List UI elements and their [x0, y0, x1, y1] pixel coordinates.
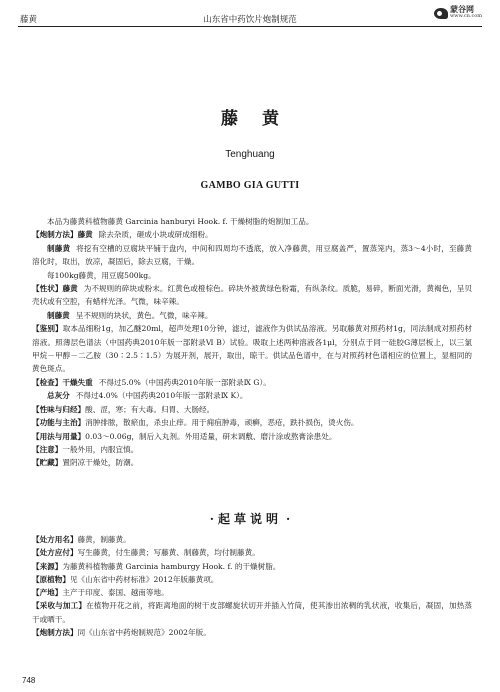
- bullet-dot-left: ·: [209, 512, 214, 526]
- note-tag: 【采收与加工】: [32, 601, 87, 611]
- entry-title-pinyin: Tenghuang: [225, 149, 275, 160]
- function-paragraph: [32, 416, 472, 429]
- char-item1-name: 藤黄: [62, 284, 78, 294]
- note-tag: 【原植物】: [32, 574, 70, 584]
- note-item: [32, 626, 472, 639]
- note-text: 见《山东省中药材标准》2012年版藤黄项。: [69, 574, 219, 584]
- method-item2-text: 将挖有空槽的豆腐块平铺于盘内，中间和四周均不透底，放入净藤黄，用豆腐盖严，置蒸笼内，蒸3～4小时，至藤黄溶化时，取出，放凉，凝固后，除去豆腐，干燥。: [32, 243, 472, 267]
- drafting-notes: [32, 533, 472, 639]
- usage-text: 0.03～0.06g，制后入丸剂。外用适量，研末调敷、磨汁涂或熬膏涂患处。: [85, 431, 337, 441]
- storage-text: 置阴凉干燥处，防潮。: [62, 458, 139, 468]
- entry-title-chinese: 藤黄: [221, 109, 303, 129]
- page-number: 748: [22, 676, 36, 685]
- storage-paragraph: [32, 456, 472, 469]
- caution-paragraph: [32, 443, 472, 456]
- note-item: [32, 599, 472, 626]
- note-text: 同《山东省中药炮制规范》2002年版。: [77, 628, 211, 638]
- function-text: 消肿排脓，散瘀血，杀虫止痒。用于痈疽肿毒，顽癣，恶疮，跌扑损伤，烫火伤。: [85, 418, 359, 428]
- bullet-dot-right: ·: [286, 512, 291, 526]
- ident-paragraph: [32, 322, 472, 376]
- check-tag: 【检查】: [32, 377, 63, 387]
- note-item: [32, 560, 472, 573]
- char-tag: 【性状】: [32, 284, 63, 294]
- running-header: [18, 6, 482, 27]
- function-tag: 【功能与主治】: [32, 418, 86, 428]
- method-item2-paragraph: [32, 242, 472, 269]
- note-text: 为藤黄科植物藤黄 Garcinia hamburgy Hook. f. 的干燥树脂。: [62, 561, 281, 571]
- method-item2-name: 制藤黄: [47, 243, 71, 253]
- nature-text: 酸、涩，寒；有大毒。归胃、大肠经。: [85, 404, 215, 414]
- ident-text: 取本品细粉1g，加乙醚20ml，超声处理10分钟，滤过，滤液作为供试品溶液。另取藤黄对照药材1g，同法制成对照药材溶液。照薄层色谱法（中国药典2010年版一部附录Ⅵ B）试验。吸取上述两种溶液各1μl，分别点于同一硅胶G薄层板上，以三氯甲烷－甲醇－二乙胺（30∶2.5∶1.5）为展开剂，展开，取出，晾干。供试品色谱中，在与对照药材色谱相应的位置上，显相同的黄色斑点。: [32, 324, 472, 374]
- note-item: [32, 533, 472, 546]
- note-item: [32, 573, 472, 586]
- note-item: [32, 586, 472, 599]
- char-item2-name: 制藤黄: [47, 310, 70, 320]
- ash-paragraph: [32, 389, 472, 402]
- ident-tag: 【鉴别】: [32, 324, 63, 334]
- char-item2-paragraph: [32, 309, 472, 322]
- char-paragraph: [32, 282, 472, 309]
- method-item1-text: 除去杂质，砸成小块或研成细粉。: [98, 230, 213, 240]
- check-name: 干燥失重: [62, 377, 93, 387]
- section-title-notes: [0, 510, 500, 527]
- check-paragraph: [32, 376, 472, 389]
- note-item: [32, 546, 472, 559]
- usage-tag: 【用法与用量】: [32, 431, 86, 441]
- intro-paragraph: 本品为藤黄科植物藤黄 Garcinia hanburyi Hook. f. 干燥树脂的炮制加工品。: [47, 217, 314, 226]
- ash-text: 不得过4.0%（中国药典2010年版一部附录Ⅸ K）。: [75, 391, 248, 401]
- logo-url: www.cn.com: [450, 13, 482, 19]
- caution-tag: 【注意】: [32, 444, 63, 454]
- section-title-text: 起草说明: [217, 512, 282, 526]
- caution-text: 一般外用，内服宜慎。: [62, 444, 139, 454]
- method-ratio: 每100kg藤黄，用豆腐500kg。: [47, 270, 156, 280]
- nature-tag: 【性味与归经】: [32, 404, 86, 414]
- logo-icon: [434, 8, 448, 19]
- note-tag: 【处方用名】: [32, 535, 78, 544]
- note-text: 在植物开花之前，将距离地面的树干皮部螺旋状切开并插入竹筒，使其渗出浓稠的乳状液，收集后，凝固，加热蒸干或晒干。: [32, 601, 473, 624]
- note-tag: 【处方应付】: [32, 548, 78, 558]
- note-text: 写生藤黄，付生藤黄；写藤黄、制藤黄，均付制藤黄。: [77, 548, 260, 558]
- nature-paragraph: [32, 403, 472, 416]
- method-item1-name: 藤黄: [77, 230, 93, 240]
- note-text: 藤黄，制藤黄。: [77, 535, 131, 544]
- note-text: 主产于印度、泰国、越南等地。: [62, 588, 169, 598]
- check-text: 不得过5.0%（中国药典2010年版一部附录Ⅸ G）。: [98, 377, 271, 387]
- method-paragraph: [32, 228, 472, 241]
- note-tag: 【炮制方法】: [32, 628, 78, 638]
- method-tag: 【炮制方法】: [32, 230, 78, 240]
- note-tag: 【产地】: [32, 588, 63, 598]
- char-item2-text: 呈不规则的块状，黄色。气微，味辛辣。: [75, 310, 213, 320]
- ash-name: 总灰分: [47, 391, 70, 401]
- watermark-logo: [434, 6, 482, 20]
- char-item1-text: 为不规则的碎块或粉末。红黄色或橙棕色。碎块外被黄绿色粉霜，有纵条纹。质脆，易碎，断面光滑，黄褐色，呈贝壳状或有空腔，有蜡样光泽。气微，味辛辣。: [32, 284, 473, 307]
- header-book-title: 山东省中药饮片炮制规范: [203, 15, 297, 25]
- header-entry-name: 藤黄: [20, 15, 38, 25]
- entry-title-latin: GAMBO GIA GUTTI: [200, 180, 300, 191]
- usage-paragraph: [32, 430, 472, 443]
- logo-text: 蒙谷网: [450, 4, 474, 14]
- storage-tag: 【贮藏】: [32, 458, 63, 468]
- note-tag: 【来源】: [32, 561, 63, 571]
- monograph-body: [32, 215, 472, 470]
